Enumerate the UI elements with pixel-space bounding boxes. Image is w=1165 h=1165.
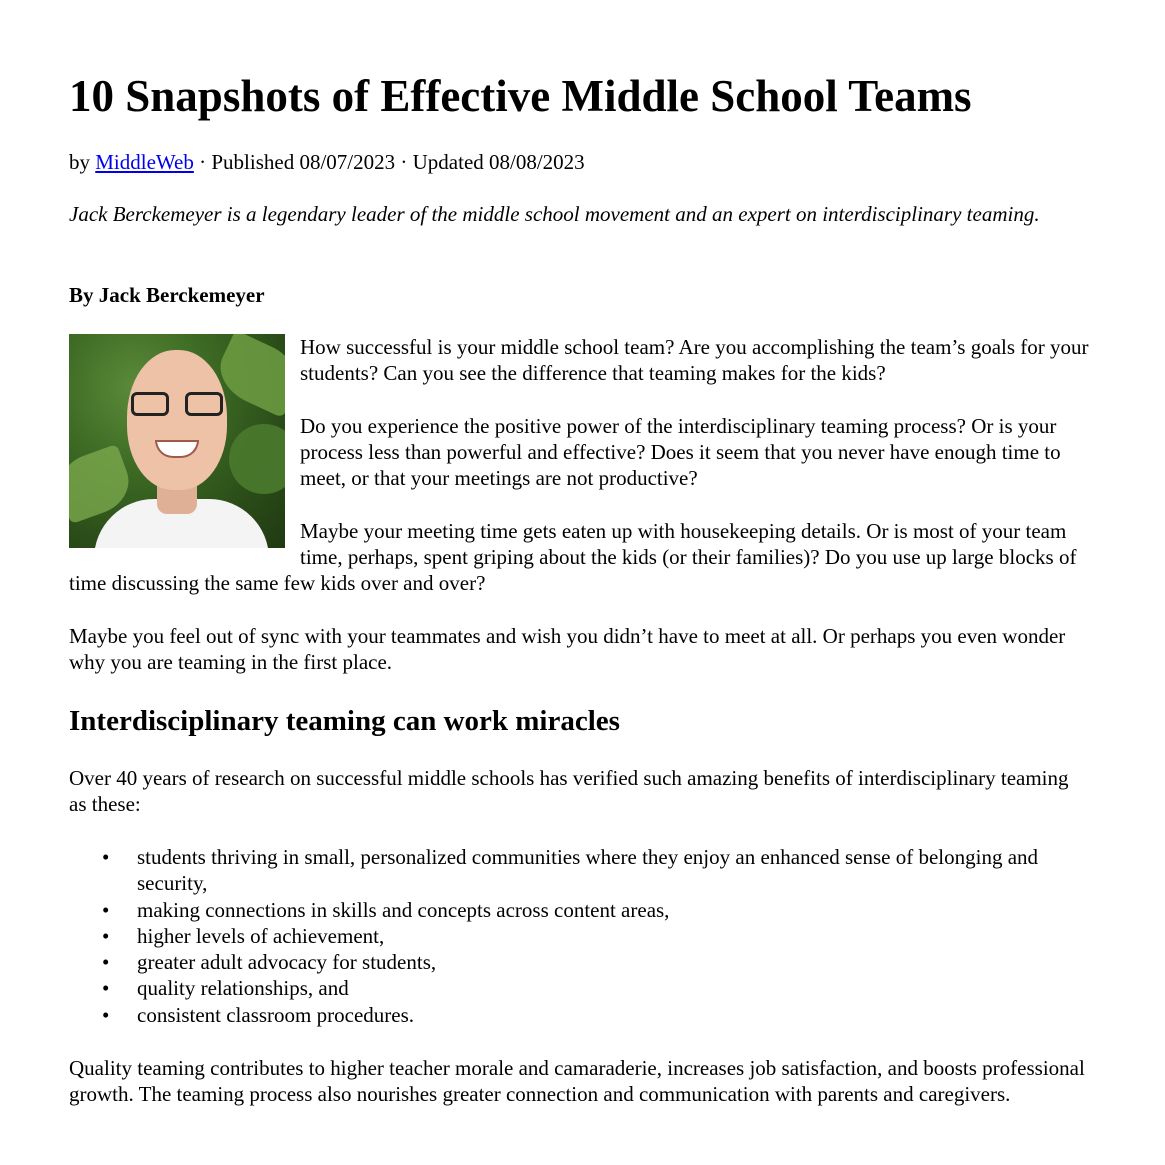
benefits-list: [69, 844, 1089, 1028]
list-item: • greater adult advocacy for students,: [102, 950, 437, 974]
article-body: [69, 334, 1089, 702]
list-item: • consistent classroom procedures.: [102, 1002, 415, 1027]
publish-dates: · Published 08/07/2023 · Updated 08/08/2023: [199, 150, 585, 174]
bullet-icon: •: [102, 976, 110, 1001]
bullet-icon: •: [102, 897, 110, 922]
quality-paragraph: Quality teaming contributes to higher teacher morale and camaraderie, increases job satisfaction, and boosts professional growth. The teaming process also nourishes greater connection and communication with parents and caregivers.: [69, 1056, 1085, 1107]
author-link[interactable]: MiddleWeb: [95, 150, 194, 174]
byline: [69, 148, 585, 176]
paragraph: Maybe your meeting time gets eaten up with housekeeping details. Or is most of your team time, perhaps, spent griping about the kids (or their families)? Do you use up large blocks of time discussing the same few kids over and over?: [69, 518, 1077, 596]
bullet-icon: •: [102, 1002, 110, 1027]
research-paragraph: Over 40 years of research on successful middle schools has verified such amazing benefits of interdisciplinary teaming as these:: [69, 766, 1069, 817]
list-item: • making connections in skills and concepts across content areas,: [102, 897, 670, 922]
paragraph: Do you experience the positive power of the interdisciplinary teaming process? Or is your process less than powerful and effective? Does it seem that you never have enough time to meet, or that your meetings are not productive?: [300, 413, 1061, 491]
list-item: • higher levels of achievement,: [102, 923, 385, 948]
paragraph: How successful is your middle school team? Are you accomplishing the team’s goals for your students? Can you see the difference that teaming makes for the kids?: [300, 335, 1089, 386]
list-item: • students thriving in small, personalized communities where they enjoy an enhanced sense of belonging and security,: [102, 845, 1039, 896]
byline-by: by: [69, 150, 90, 174]
list-item: • quality relationships, and: [102, 976, 349, 1001]
section-heading: Interdisciplinary teaming can work miracles: [69, 705, 620, 737]
paragraph: Maybe you feel out of sync with your teammates and wish you didn’t have to meet at all. Or perhaps you even wonder why you are teaming in the first place.: [69, 623, 1066, 674]
author-headshot-photo: [69, 334, 285, 548]
bullet-icon: •: [102, 950, 110, 974]
bullet-icon: •: [102, 923, 110, 948]
author-intro: Jack Berckemeyer is a legendary leader of the middle school movement and an expert on interdisciplinary teaming.: [69, 202, 1040, 226]
bullet-icon: •: [102, 845, 110, 869]
article-title: 10 Snapshots of Effective Middle School Teams: [69, 71, 972, 121]
author-line: By Jack Berckemeyer: [69, 283, 265, 307]
